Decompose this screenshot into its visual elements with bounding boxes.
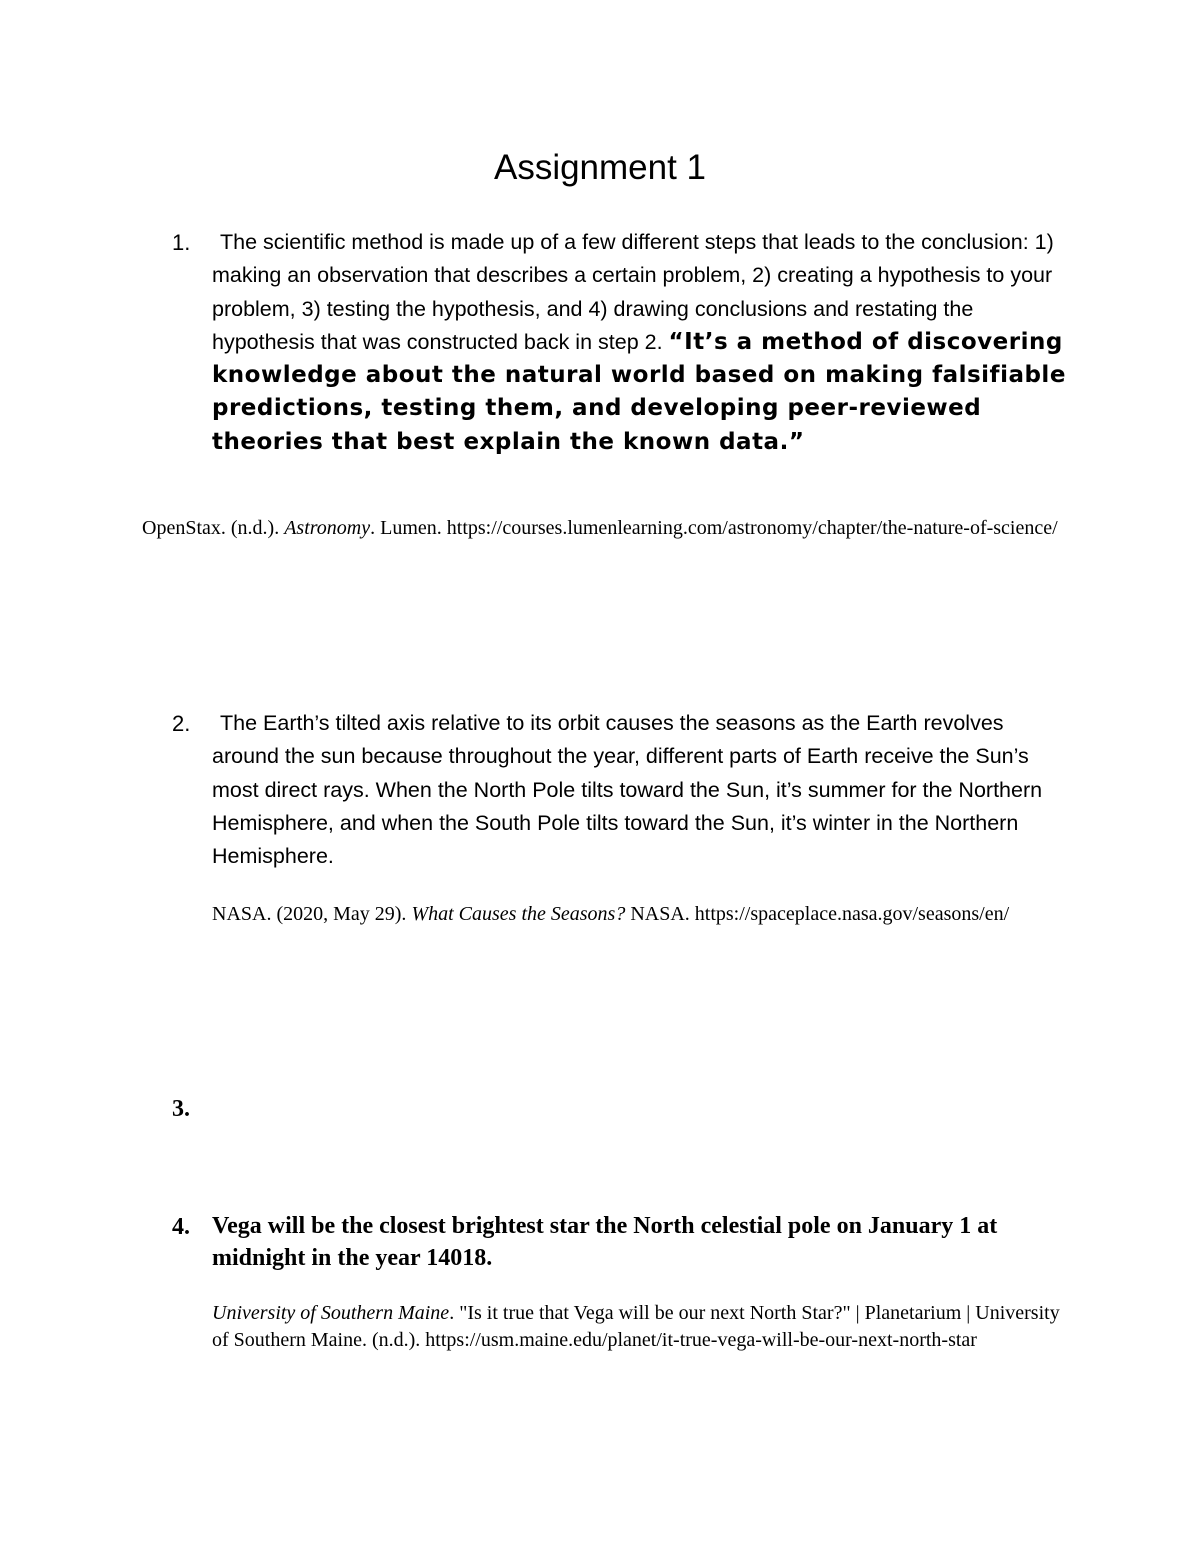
item-2-text: The Earth’s tilted axis relative to its orbit causes the seasons as the Earth revolves around the sun because throughout the year, different parts of Earth receive the Sun’s most direct rays. When the North Pole tilts toward the Sun, it’s summer for the Northern Hemisphere, and when the South Pole tilts toward the Sun, it’s winter in the Northern Hemisphere.: [212, 711, 1043, 869]
item-2-number: 2.: [172, 711, 191, 736]
item-4-citation-work: University of Southern Maine: [212, 1302, 450, 1324]
page-title: Assignment 1: [493, 148, 707, 187]
item-4-citation-source: . "Is it true that Vega will be our next North Star?" | Planetarium | University of Southern Maine. (n.d.). https://usm.maine.edu/planet/it-true-vega-will-be-our-next-north-star: [212, 1302, 1060, 1351]
item-2-citation-source: NASA. https://spaceplace.nasa.gov/seasons/en/: [625, 903, 1010, 925]
item-1-answer: [212, 226, 1072, 459]
item-3-number: 3.: [172, 1096, 190, 1122]
item-4-number: 4.: [172, 1214, 190, 1240]
item-4-citation: [212, 1300, 1072, 1354]
item-1-text: The scientific method is made up of a few different steps that leads to the conclusion: 1) making an observation that describes a certain problem, 2) creating a hypothesis to your problem, 3) testing the hypothesis, and 4) drawing conclusions and restating the hypothesis that was constructed back in step 2.: [212, 230, 1054, 354]
item-2-citation-author: NASA. (2020, May 29).: [212, 903, 412, 925]
item-1-citation-author: OpenStax. (n.d.).: [142, 517, 285, 539]
item-1-citation-work: Astronomy: [284, 517, 371, 539]
item-2-citation-work: What Causes the Seasons?: [411, 903, 626, 925]
item-2-answer: [212, 707, 1052, 873]
item-1-quote: “It’s a method of discovering knowledge about the natural world based on making falsifiable predictions, testing them, and developing peer-reviewed theories that best explain the known data.”: [212, 328, 1066, 455]
item-1-citation: [142, 516, 1072, 540]
item-1-number: 1.: [172, 230, 191, 255]
item-1-citation-source: . Lumen. https://courses.lumenlearning.com/astronomy/chapter/the-nature-of-science/: [370, 517, 1058, 539]
item-4-answer: Vega will be the closest brightest star the North celestial pole on January 1 at midnight in the year 14018.: [212, 1213, 998, 1271]
item-2-citation: [212, 902, 1032, 926]
